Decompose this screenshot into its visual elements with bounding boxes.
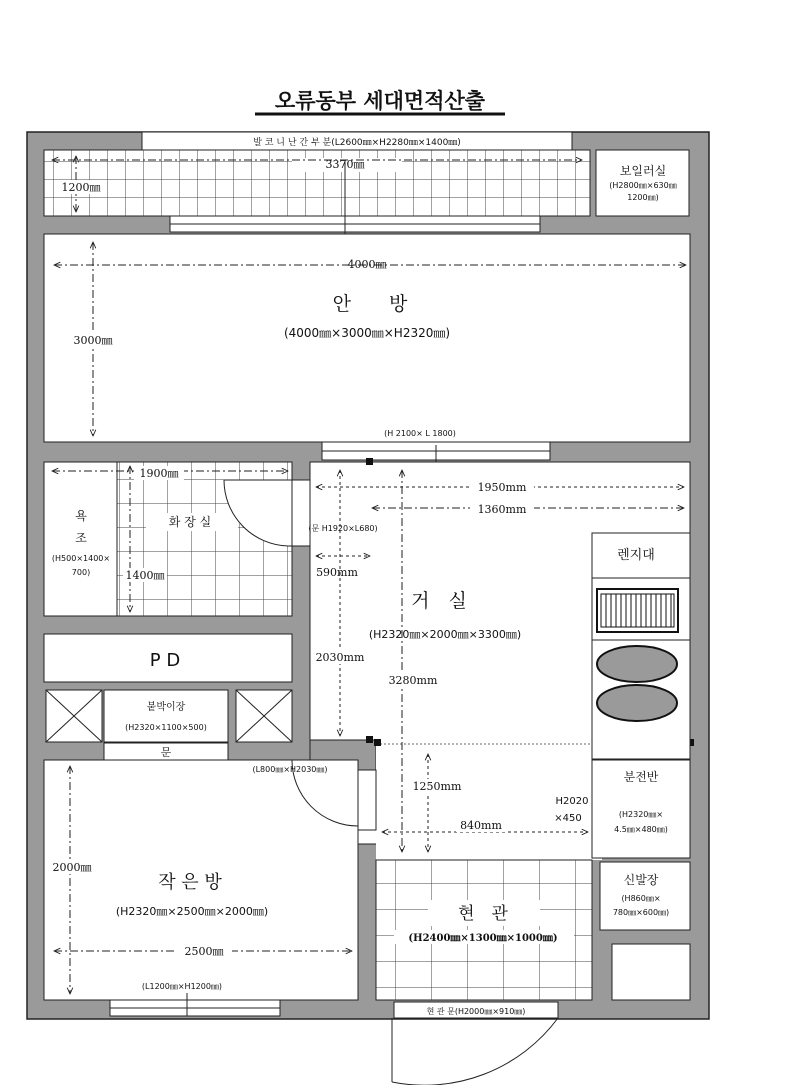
closet-size: (H2320×1100×500) xyxy=(125,723,207,732)
shoe-cabinet-size-2: 780㎜×600㎜) xyxy=(612,908,670,917)
living-dim-2030-label: 2030mm xyxy=(315,651,365,664)
bath-width: 1900㎜ xyxy=(139,467,179,480)
shoe-cabinet-size-1: (H860㎜× xyxy=(621,894,661,903)
burner-2 xyxy=(597,685,677,721)
living-room-name: 거 실 xyxy=(411,590,467,612)
entrance-size: (H2400㎜×1300㎜×1000㎜) xyxy=(408,933,558,944)
living-dim-590-label: 590mm xyxy=(316,566,358,579)
entrance-door-swing xyxy=(392,1018,558,1085)
bath-depth: 1400㎜ xyxy=(125,569,165,582)
pd-label: P D xyxy=(149,650,181,671)
panel-size-1: (H2320㎜× xyxy=(618,810,664,819)
living-door-size: (문 H1920×L680) xyxy=(308,524,378,533)
small-room-size: (H2320㎜×2500㎜×2000㎜) xyxy=(115,905,269,918)
small-room-window-size: (L1200㎜×H1200㎜) xyxy=(141,982,223,991)
small-room-name: 작 은 방 xyxy=(158,872,222,893)
small-room-door-size: (L800㎜×H2030㎜) xyxy=(252,765,328,774)
master-width: 4000㎜ xyxy=(347,258,387,271)
opening-width: ×450 xyxy=(554,813,582,824)
living-dim-1250-label: 1250mm xyxy=(412,780,462,793)
boiler-room-size-1: (H2800㎜×630㎜ xyxy=(609,181,677,190)
closet-name: 붙박이장 xyxy=(146,702,186,713)
master-depth: 3000㎜ xyxy=(73,334,113,347)
bathtub-label-2: 조 xyxy=(75,531,87,545)
entrance-door-size: 현 관 문(H2000㎜×910㎜) xyxy=(426,1007,526,1016)
living-dim-840-label: 840mm xyxy=(460,819,502,832)
column-marker-3 xyxy=(374,739,381,746)
column-marker-1 xyxy=(366,458,373,465)
bathtub-size-1: (H500×1400× xyxy=(51,554,111,563)
shoe-cabinet-name: 신발장 xyxy=(623,873,659,887)
master-bedroom-size: (4000㎜×3000㎜×H2320㎜) xyxy=(283,326,451,340)
utility-space xyxy=(612,944,690,1000)
living-dim-1360-label: 1360mm xyxy=(477,503,527,516)
built-in-closet xyxy=(104,690,228,742)
boiler-room-size-2: 1200㎜) xyxy=(627,193,659,202)
balcony-width: 3370㎜ xyxy=(325,158,365,171)
living-dim-3280-label: 3280mm xyxy=(388,674,438,687)
small-room-depth: 2000㎜ xyxy=(52,861,92,874)
bathroom-name: 화 장 실 xyxy=(168,515,212,529)
closet-door-label: 문 xyxy=(160,746,172,759)
master-bedroom-name: 안 방 xyxy=(332,293,408,315)
plan-title: 오류동부 세대면적산출 xyxy=(274,88,486,113)
bathtub-size-2: 700) xyxy=(71,568,91,577)
panel-name: 분전반 xyxy=(623,770,659,784)
balcony-depth: 1200㎜ xyxy=(61,181,101,194)
column-marker-2 xyxy=(366,736,373,743)
small-room-door-frame xyxy=(358,770,376,830)
living-room-size: (H2320㎜×2000㎜×3300㎜) xyxy=(368,628,522,641)
burner-1 xyxy=(597,646,677,682)
bath-door-frame xyxy=(292,480,310,546)
panel-size-2: 4.5㎜×480㎜) xyxy=(614,825,668,834)
master-door-size: (H 2100× L 1800) xyxy=(384,429,456,438)
balcony-label: 발 코 니 난 간 부 분(L2600㎜×H2280㎜×1400㎜) xyxy=(253,138,461,148)
living-dim-1950-label: 1950mm xyxy=(477,481,527,494)
bathtub-label-1: 욕 xyxy=(75,509,87,523)
opening-height: H2020 xyxy=(555,796,589,807)
boiler-room-name: 보일러실 xyxy=(619,164,667,178)
small-room-width: 2500㎜ xyxy=(184,945,224,958)
entrance-name: 현 관 xyxy=(458,904,508,924)
range-label: 렌지대 xyxy=(617,548,655,563)
